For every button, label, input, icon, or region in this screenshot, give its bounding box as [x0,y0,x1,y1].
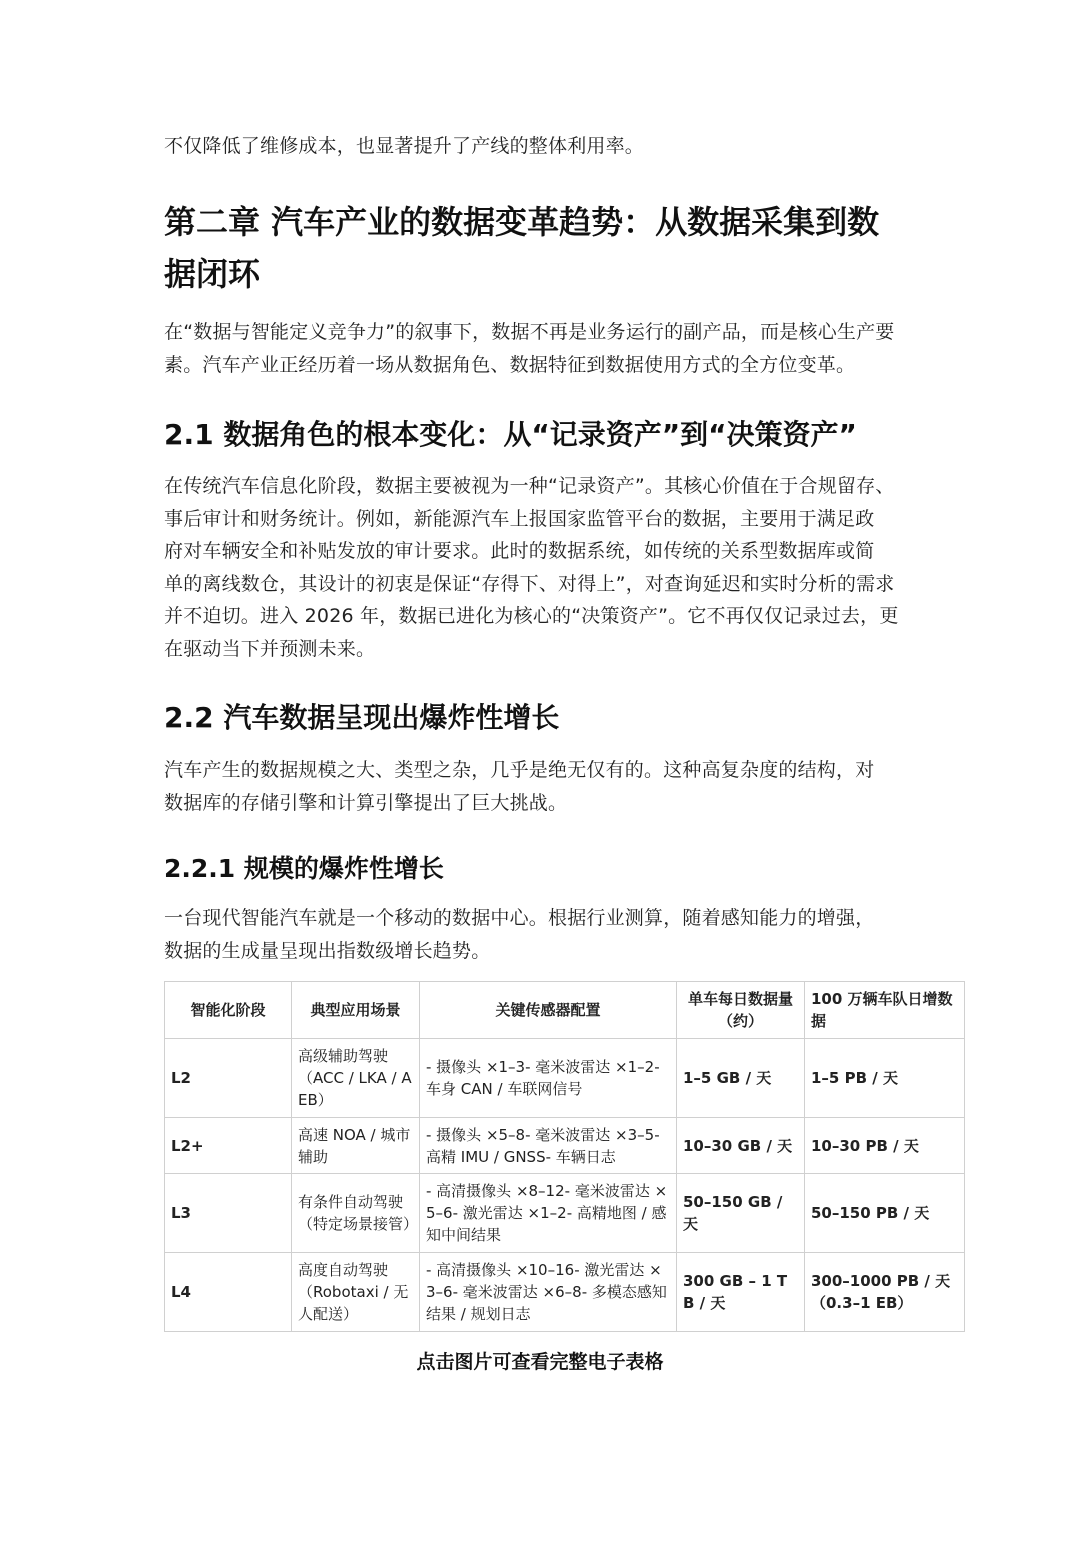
sensor-cell: - 高清摄像头 ×10–16- 激光雷达 ×3–6- 毫米波雷达 ×6–8- 多模态感知结果 / 规划日志 [420,1253,677,1332]
scene-cell: 高级辅助驾驶（ACC / LKA / AEB） [292,1039,420,1118]
table-header-cell: 100 万辆车队日增数据 [805,982,965,1039]
section-2-2-heading: 2.2 汽车数据呈现出爆炸性增长 [164,701,560,734]
scene-cell: 高度自动驾驶（Robotaxi / 无人配送） [292,1253,420,1332]
per-vehicle-cell: 10–30 GB / 天 [677,1118,805,1174]
paragraph-line: 府对车辆安全和补贴发放的审计要求。此时的数据系统，如传统的关系型数据库或简 [164,540,875,562]
stage-cell: L3 [165,1174,292,1253]
table-header-cell: 智能化阶段 [165,982,292,1039]
stage-cell: L2+ [165,1118,292,1174]
paragraph-line: 事后审计和财务统计。例如，新能源汽车上报国家监管平台的数据，主要用于满足政 [164,507,875,530]
fleet-cell: 50–150 PB / 天 [805,1174,965,1253]
fleet-cell: 1–5 PB / 天 [805,1039,965,1118]
scene-cell: 高速 NOA / 城市辅助 [292,1118,420,1174]
table-header-cell: 关键传感器配置 [420,982,677,1039]
table-row [165,1253,965,1332]
paragraph-line: 在传统汽车信息化阶段，数据主要被视为一种“记录资产”。其核心价值在于合规留存、 [164,475,895,497]
table-row [165,1039,965,1118]
table-header-row [165,982,965,1039]
sensor-cell: - 摄像头 ×5–8- 毫米波雷达 ×3–5- 高精 IMU / GNSS- 车辆日志 [420,1118,677,1174]
fleet-cell: 300–1000 PB / 天（0.3–1 EB） [805,1253,965,1332]
stage-cell: L2 [165,1039,292,1118]
section-2-1-heading: 2.1 数据角色的根本变化：从“记录资产”到“决策资产” [164,418,857,451]
per-vehicle-cell: 300 GB – 1 TB / 天 [677,1253,805,1332]
section-2-2-1-heading: 2.2.1 规模的爆炸性增长 [164,854,444,883]
stage-cell: L4 [165,1253,292,1332]
paragraph-line: 在“数据与智能定义竞争力”的叙事下，数据不再是业务运行的副产品，而是核心生产要 [164,321,895,343]
sensor-cell: - 摄像头 ×1–3- 毫米波雷达 ×1–2- 车身 CAN / 车联网信号 [420,1039,677,1118]
scene-cell: 有条件自动驾驶（特定场景接管） [292,1174,420,1253]
paragraph-line: 并不迫切。进入 2026 年，数据已进化为核心的“决策资产”。它不再仅仅记录过去，更 [164,605,899,627]
table-row [165,1174,965,1253]
per-vehicle-cell: 50–150 GB / 天 [677,1174,805,1253]
table-row [165,1118,965,1174]
fleet-cell: 10–30 PB / 天 [805,1118,965,1174]
data-volume-table [164,981,965,1332]
paragraph-line: 素。汽车产业正经历着一场从数据角色、数据特征到数据使用方式的全方位变革。 [164,353,856,376]
chapter-title-line1: 第二章 汽车产业的数据变革趋势：从数据采集到数 [164,203,880,241]
paragraph-line: 数据库的存储引擎和计算引擎提出了巨大挑战。 [164,791,568,814]
paragraph-line: 汽车产生的数据规模之大、类型之杂，几乎是绝无仅有的。这种高复杂度的结构，对 [164,759,875,781]
paragraph-line: 在驱动当下并预测未来。 [164,637,376,660]
paragraph-intro-tail: 不仅降低了维修成本，也显著提升了产线的整体利用率。 [164,135,645,157]
table-header-cell: 单车每日数据量（约） [677,982,805,1039]
per-vehicle-cell: 1–5 GB / 天 [677,1039,805,1118]
paragraph-line: 单的离线数仓，其设计的初衷是保证“存得下、对得上”，对查询延迟和实时分析的需求 [164,572,895,595]
sensor-cell: - 高清摄像头 ×8–12- 毫米波雷达 ×5–6- 激光雷达 ×1–2- 高精地图 / 感知中间结果 [420,1174,677,1253]
table-header-cell: 典型应用场景 [292,982,420,1039]
chapter-intro [164,316,924,381]
table-caption-link[interactable]: 点击图片可查看完整电子表格 [416,1351,664,1373]
paragraph-line: 一台现代智能汽车就是一个移动的数据中心。根据行业测算，随着感知能力的增强， [164,907,875,929]
chapter-title-line2: 据闭环 [164,255,261,293]
section-2-2-body [164,754,924,819]
section-2-1-body [164,470,924,665]
data-table-image[interactable] [164,981,953,1333]
chapter-title [164,196,924,300]
section-2-2-1-body [164,902,924,967]
paragraph-line: 数据的生成量呈现出指数级增长趋势。 [164,939,491,962]
